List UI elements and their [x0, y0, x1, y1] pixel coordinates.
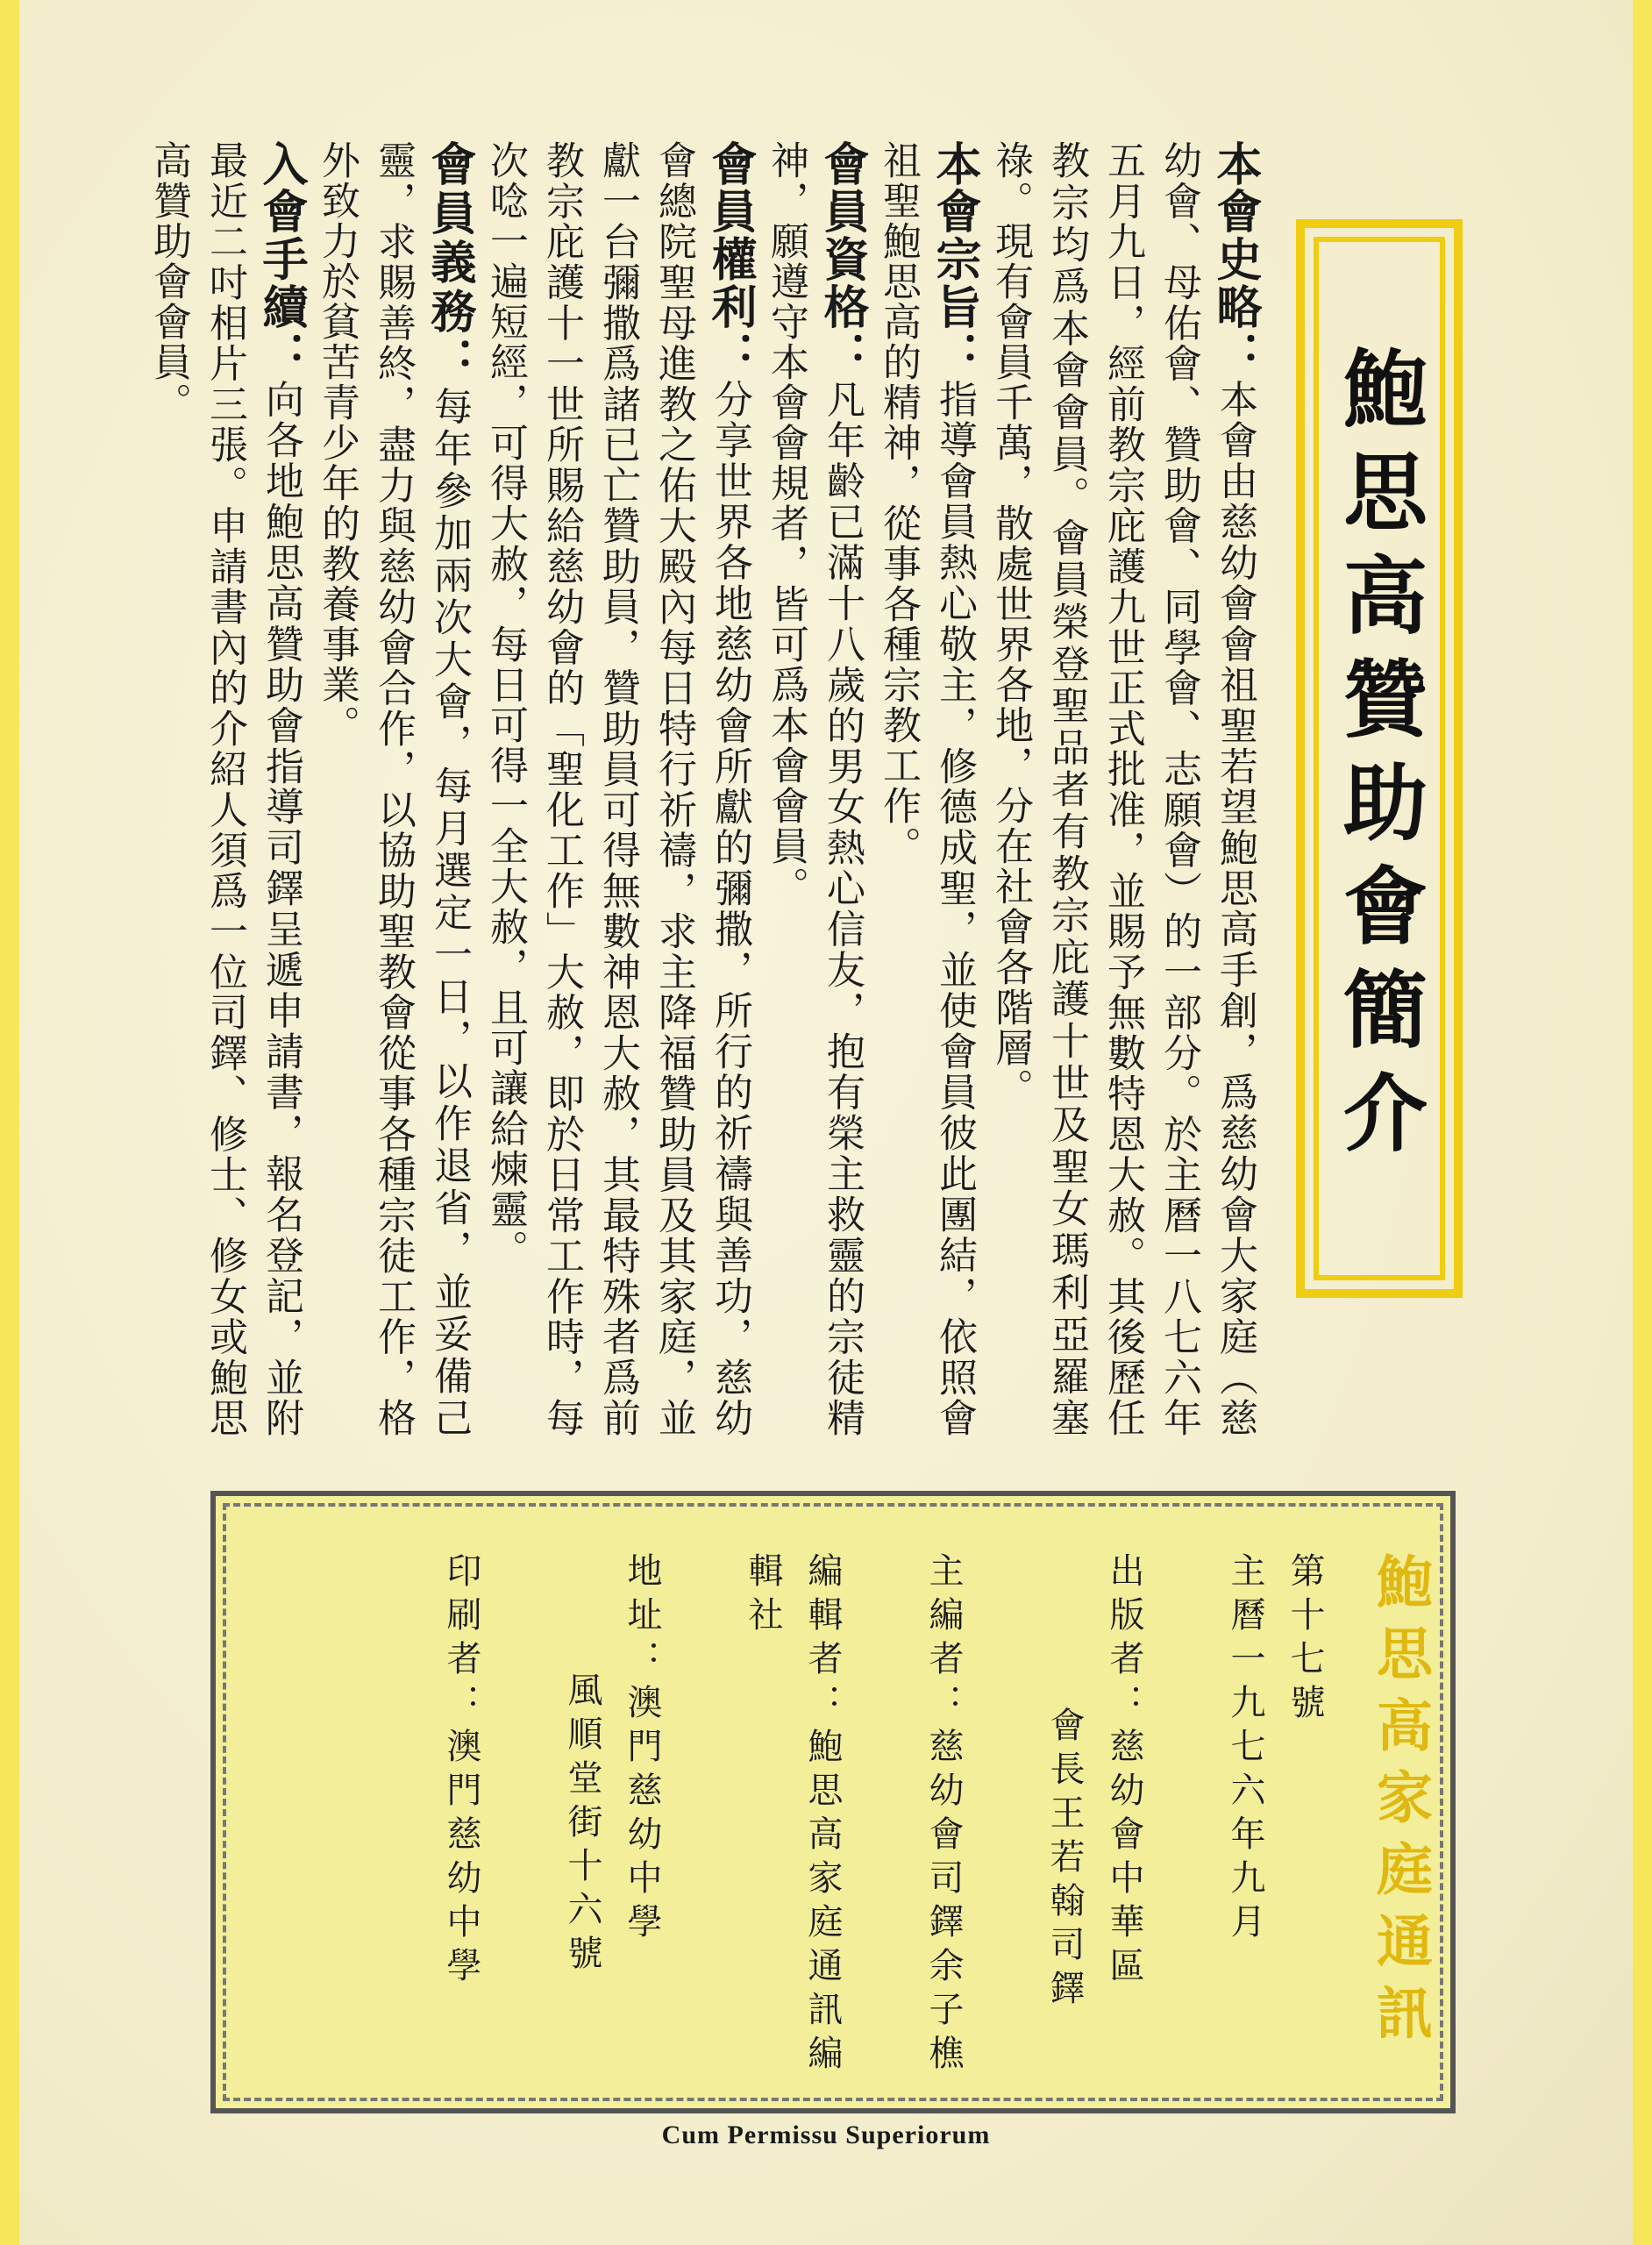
printer-label: 印刷者： — [441, 1552, 481, 1728]
section-duties — [309, 140, 477, 1438]
section-heading: 會員權利： — [703, 140, 756, 380]
section-text: 分享世界各地慈幼會所獻的彌撒，所行的祈禱與善功，慈幼會總院聖母進教之佑大殿內每日特行祈禱，求主降福贊助員及其家庭，並獻一台彌撒爲諸已亡贊助員，贊助員可得無數神恩大赦，其最特殊者爲前教宗庇護十一世所賜給慈幼會的「聖化工作」大赦，即於日常工作時，每次唸一遍短經，可得大赦，每日可得一全大赦，且可讓給煉靈。 — [483, 140, 752, 1439]
page-title: 鮑思高贊助會簡介 — [1329, 345, 1429, 1172]
compiler-line — [733, 1552, 852, 2078]
section-heading: 會員義務： — [423, 140, 475, 387]
section-text: 凡年齡已滿十八歲的男女熱心信友，抱有榮主救靈的宗徒精神，願遵守本會會規者，皆可爲本會會員。 — [764, 140, 865, 1439]
section-admission — [140, 140, 309, 1438]
section-text: 本會由慈幼會會祖聖若望鮑思高手創，爲慈幼會大家庭（慈幼會、母佑會、贊助會、同學會、志願會）的一部分。於主曆一八七六年五月九日，經前教宗庇護九世正式批准，並賜予無數特恩大赦。其後歷任教宗均爲本會會員。會員榮登聖品者有教宗庇護十世及聖女瑪利亞羅塞祿。現有會員千萬，散處世界各地，分在社會各階層。 — [988, 140, 1257, 1439]
newsletter-name: 鮑思高家庭通訊 — [1367, 1552, 1433, 2056]
section-heading: 會員資格： — [815, 140, 868, 380]
section-text: 指導會員熱心敬主，修德成聖，並使會員彼此團結，依照會祖聖鮑思高的精神，從事各種宗教工作。 — [876, 140, 977, 1439]
page-edge-left — [0, 0, 19, 2245]
section-history — [982, 140, 1263, 1438]
imprint-block — [263, 1552, 1433, 2078]
issue-date: 主曆一九七六年九月 — [1225, 1552, 1265, 1947]
address-1: 澳門慈幼中學 — [622, 1684, 662, 1947]
section-heading: 入會手續： — [254, 140, 307, 380]
publisher-label: 出版者： — [1104, 1552, 1144, 1728]
publisher-line — [1094, 1552, 1154, 2078]
section-heading: 本會宗旨： — [928, 140, 980, 380]
address-label: 地址： — [622, 1552, 662, 1684]
printer-line — [431, 1552, 491, 2078]
publisher-person: 會長王若翰司鐸 — [1044, 1707, 1085, 2013]
address-line — [612, 1552, 672, 2078]
footer-imprimatur: Cum Permissu Superiorum — [661, 2120, 991, 2149]
compiler: 鮑思高家庭通訊編輯社 — [743, 1552, 843, 2078]
address-2: 風順堂街十六號 — [562, 1671, 602, 1978]
section-text: 每年參加兩次大會，每月選定一日，以作退省，並妥備己靈，求賜善終，盡力與慈幼會合作，以協助聖教會從事各種宗徒工作，格外致力於貧苦青少年的教養事業。 — [315, 140, 472, 1439]
printer: 澳門慈幼中學 — [441, 1728, 481, 1991]
section-purpose — [870, 140, 982, 1438]
editor-line — [914, 1552, 973, 2078]
editor-label: 主編者： — [923, 1552, 964, 1728]
title-block — [1296, 219, 1463, 1298]
publisher: 慈幼會中華區 — [1104, 1728, 1144, 1991]
section-rights — [477, 140, 758, 1438]
section-heading: 本會史略： — [1208, 140, 1261, 380]
compiler-label: 編輯者： — [802, 1552, 843, 1728]
section-eligibility — [758, 140, 870, 1438]
section-text: 向各地鮑思高贊助會指導司鐸呈遞申請書，報名登記，並附最近二吋相片三張。申請書內的介紹人須爲一位司鐸、修士、修女或鮑思高贊助會會員。 — [146, 140, 303, 1439]
body-text — [146, 140, 1263, 1439]
editor: 慈幼會司鐸余子樵 — [923, 1728, 964, 2078]
page-edge-right — [1633, 0, 1652, 2245]
issue-number: 第十七號 — [1285, 1552, 1325, 1728]
